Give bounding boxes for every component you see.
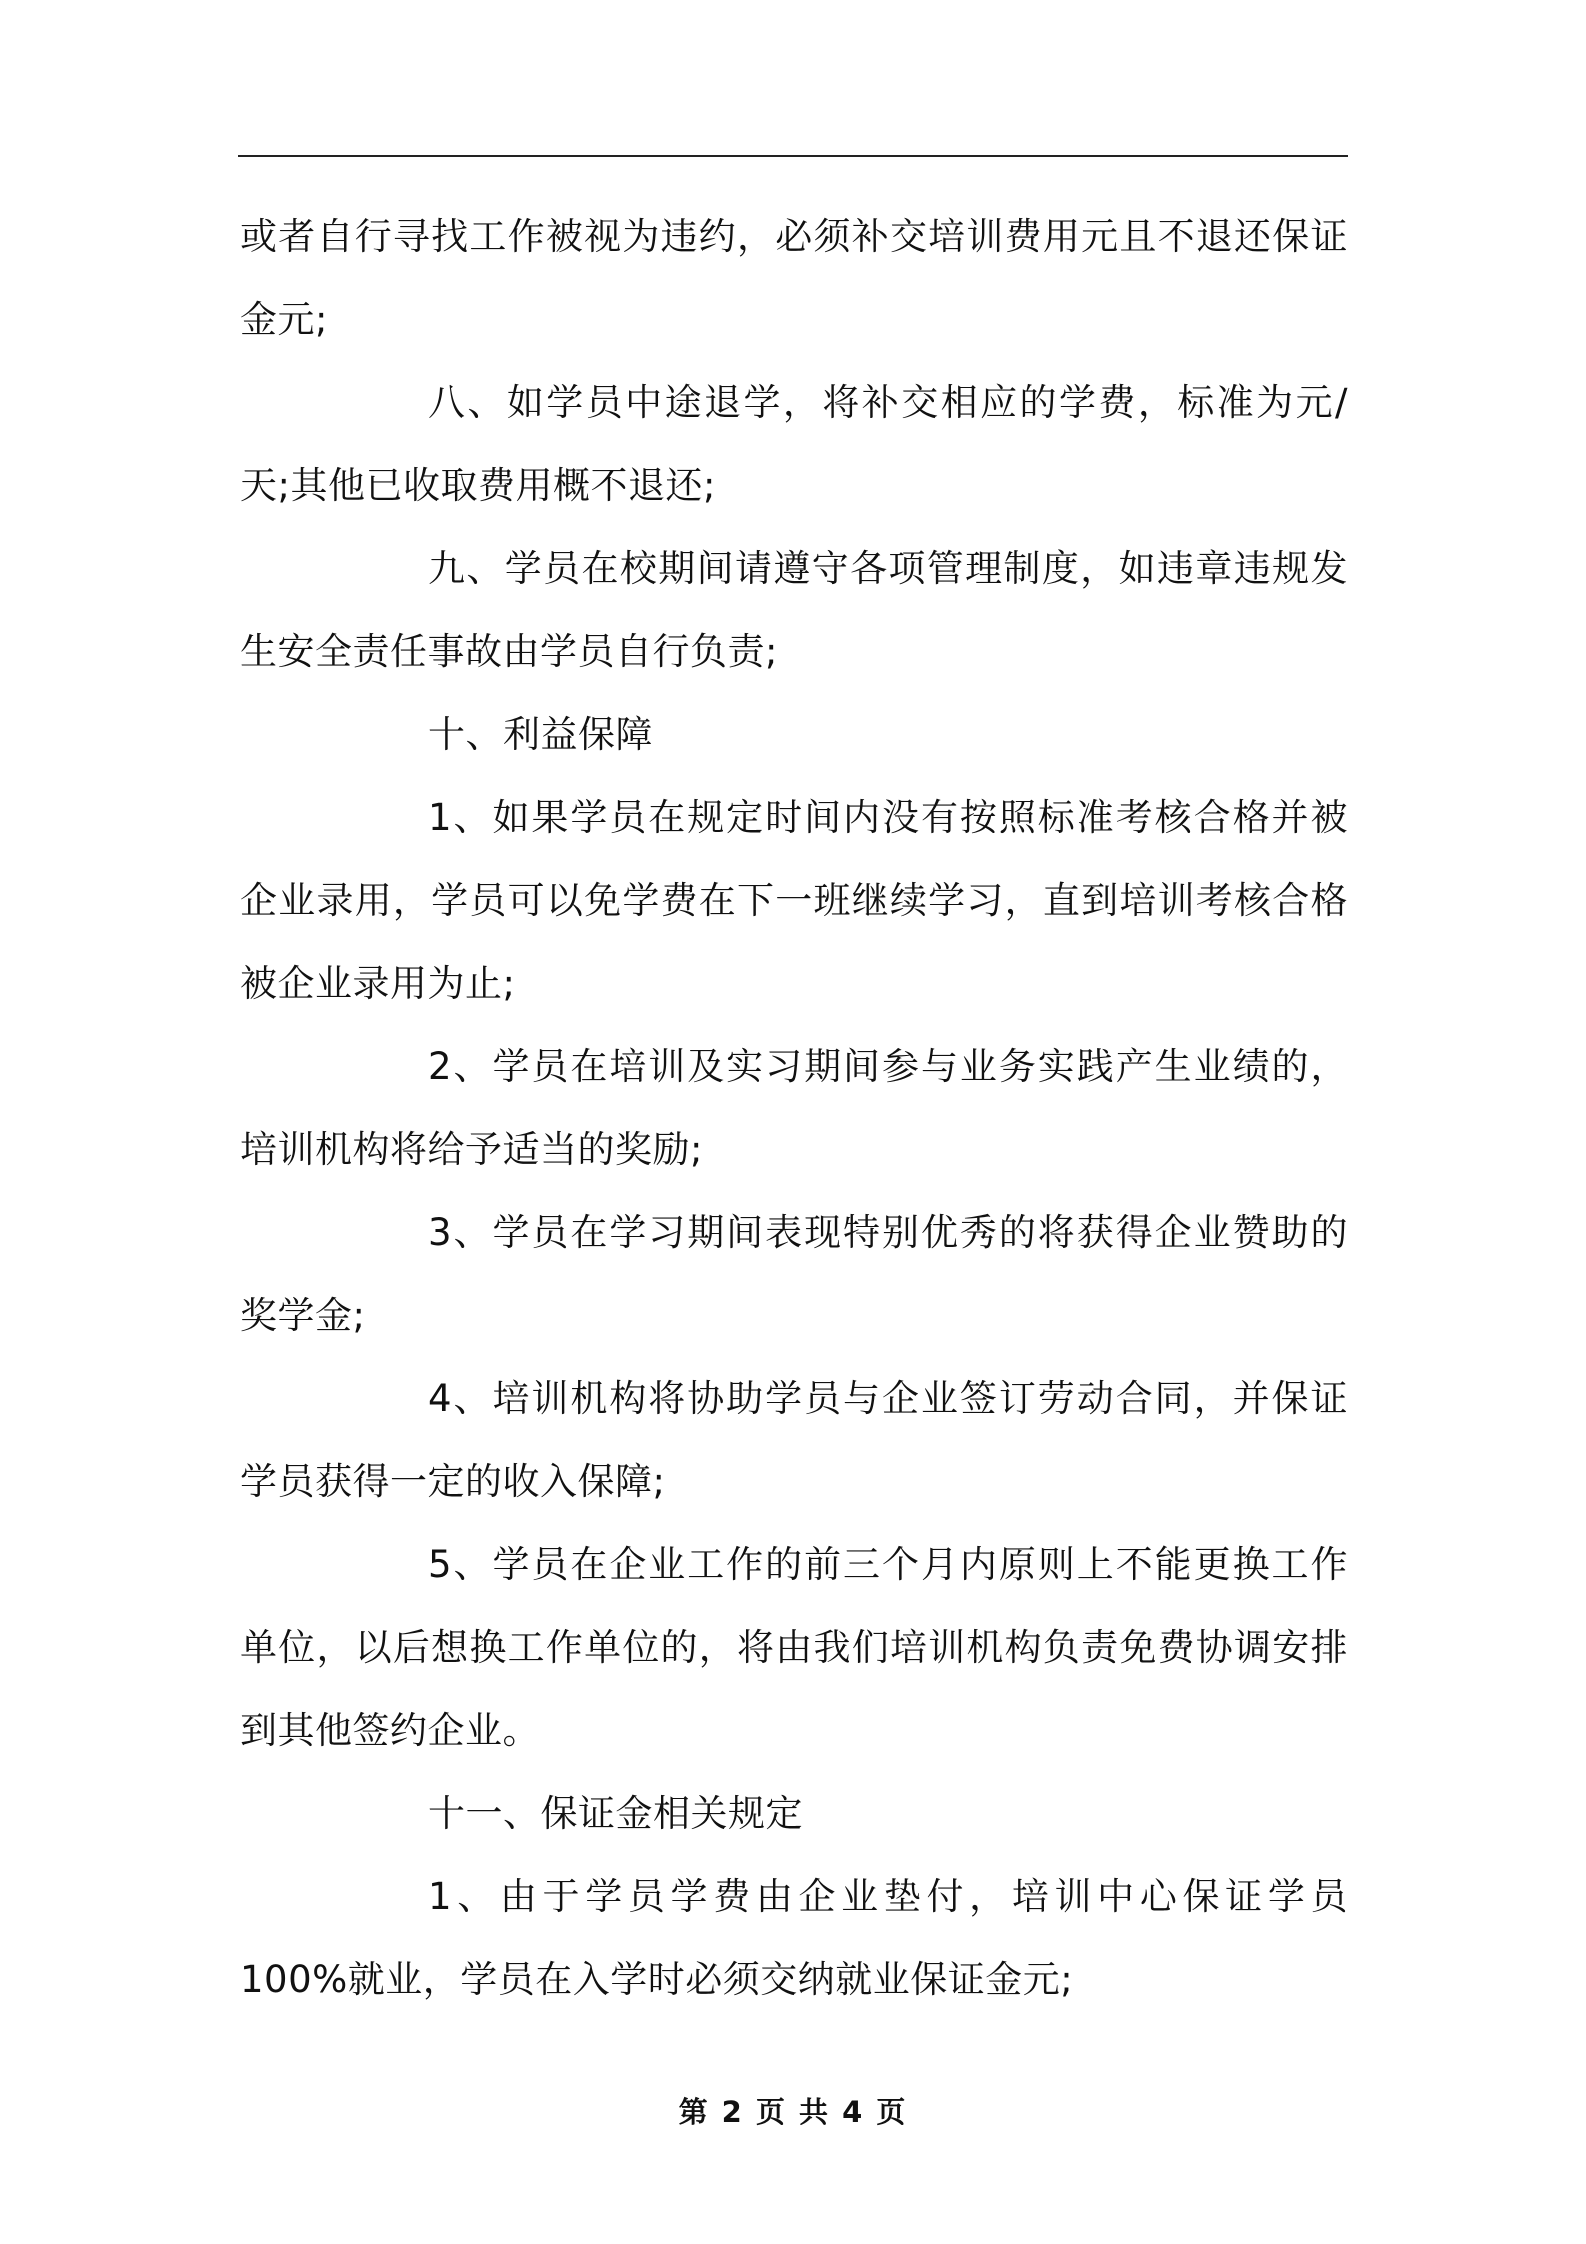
paragraph-benefit-4: 4、培训机构将协助学员与企业签订劳动合同，并保证学员获得一定的收入保障; — [240, 1377, 1348, 1503]
section-heading-benefits: 十、利益保障 — [428, 713, 653, 756]
paragraph-benefit-2: 2、学员在培训及实习期间参与业务实践产生业绩的，培训机构将给予适当的奖励; — [240, 1045, 1348, 1171]
paragraph-deposit-1: 1、由于学员学费由企业垫付，培训中心保证学员 100%就业，学员在入学时必须交纳就业保证金元; — [240, 1875, 1348, 2001]
section-heading-deposit: 十一、保证金相关规定 — [428, 1792, 803, 1835]
paragraph-benefit-1: 1、如果学员在规定时间内没有按照标准考核合格并被企业录用，学员可以免学费在下一班继续学习，直到培训考核合格被企业录用为止; — [240, 796, 1348, 1005]
paragraph-continuation: 或者自行寻找工作被视为违约，必须补交培训费用元且不退还保证金元; — [240, 215, 1348, 341]
paragraph-clause-9: 九、学员在校期间请遵守各项管理制度，如违章违规发生安全责任事故由学员自行负责; — [240, 547, 1348, 673]
paragraph-benefit-3: 3、学员在学习期间表现特别优秀的将获得企业赞助的奖学金; — [240, 1211, 1348, 1337]
document-body — [240, 195, 1348, 2021]
page-number-footer: 第 2 页 共 4 页 — [678, 2095, 908, 2129]
paragraph-clause-8: 八、如学员中途退学，将补交相应的学费，标准为元/天;其他已收取费用概不退还; — [240, 381, 1348, 507]
paragraph-benefit-5: 5、学员在企业工作的前三个月内原则上不能更换工作单位，以后想换工作单位的，将由我们培训机构负责免费协调安排到其他签约企业。 — [240, 1543, 1348, 1752]
header-divider — [238, 155, 1348, 157]
